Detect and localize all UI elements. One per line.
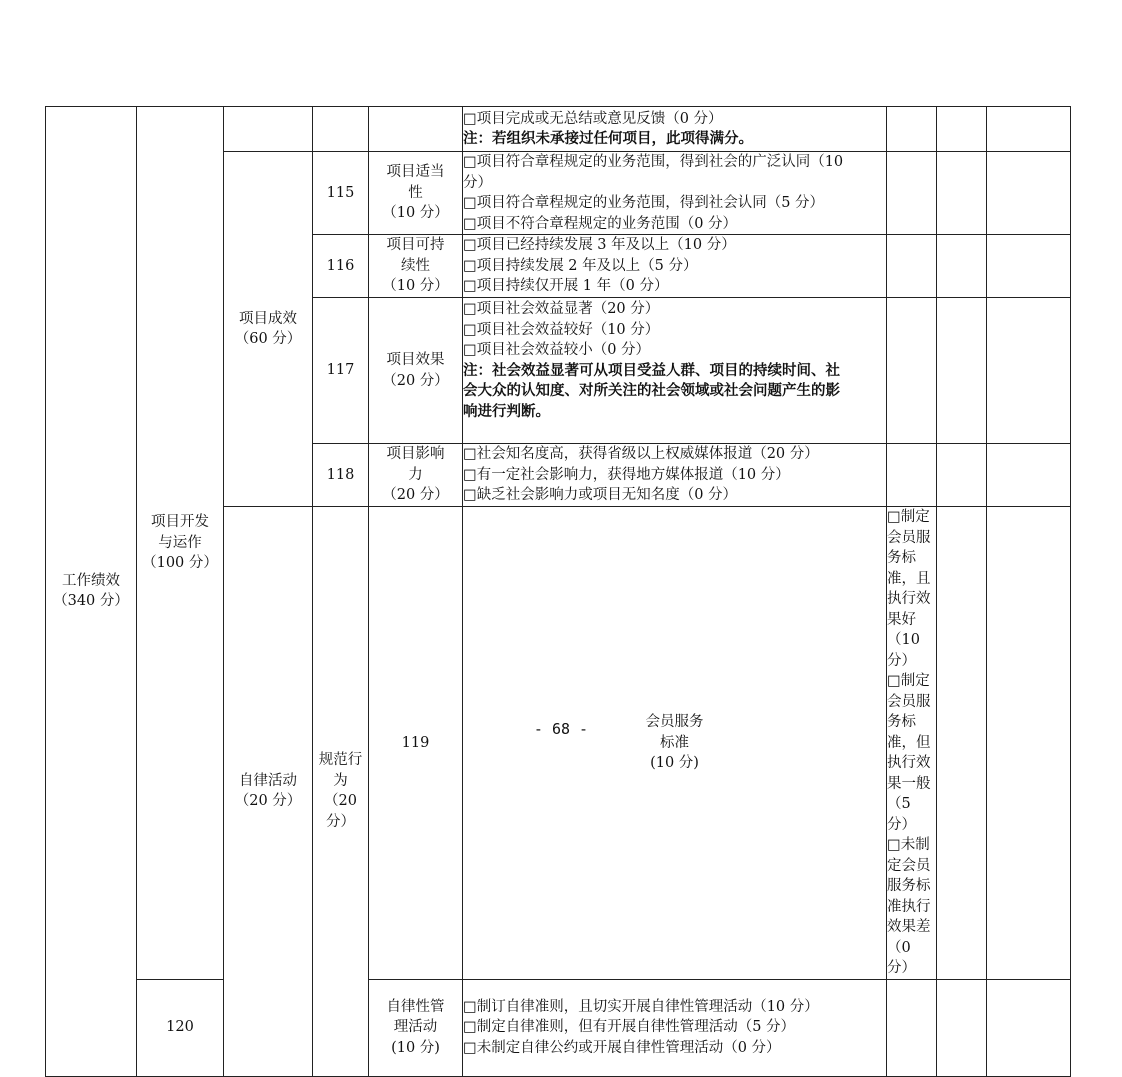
- criteria-cell: [463, 107, 887, 152]
- level3-cell-effect: [224, 152, 313, 507]
- criteria-cell: [463, 298, 887, 444]
- level3-cell-conduct: [313, 507, 369, 1077]
- note-line: 会大众的认知度、对所关注的社会领域或社会问题产生的影: [463, 382, 840, 399]
- item-name-cell: [463, 507, 887, 980]
- item-name-line: 理活动: [393, 1019, 438, 1036]
- level3-score: （60 分）: [234, 331, 302, 347]
- item-name-line: （20 分）: [382, 372, 449, 389]
- score-cell: [987, 235, 1071, 298]
- criteria-line: □社会知名度高，获得省级以上权威媒体报道（20 分）: [463, 446, 819, 463]
- item-name-line: 标准: [660, 734, 689, 751]
- criteria-line: □项目符合章程规定的业务范围，得到社会认同（5 分）: [463, 195, 825, 211]
- table-row: [46, 107, 1071, 152]
- item-name-cell: [369, 235, 463, 298]
- level2-score: （20 分）: [234, 793, 302, 810]
- level1-cell: [46, 107, 137, 1077]
- level2-cell-self-discipline: [224, 507, 313, 1077]
- criteria-line: □制定自律准则，但有开展自律性管理活动（5 分）: [463, 1019, 796, 1036]
- criteria-cell: [463, 979, 887, 1076]
- number-cell-empty: [313, 107, 369, 152]
- level1-label: 工作绩效: [62, 572, 120, 589]
- criteria-line: □项目符合章程规定的业务范围，得到社会的广泛认同（10: [463, 154, 844, 170]
- score-cell: [887, 298, 937, 444]
- item-name-line: 项目可持: [386, 237, 445, 254]
- item-number: 118: [313, 444, 369, 507]
- item-number: 119: [369, 507, 463, 980]
- criteria-cell: [463, 235, 887, 298]
- criteria-line: □项目持续仅开展 1 年（0 分）: [463, 278, 669, 295]
- level3-cell-empty: [224, 107, 313, 152]
- item-name-line: (10 分): [391, 1039, 440, 1056]
- criteria-line: □项目完成或无总结或意见反馈（0 分）: [463, 110, 723, 127]
- level3-label: 规范行为: [318, 752, 363, 789]
- level2-score: （100 分）: [142, 555, 218, 571]
- item-number: 117: [313, 298, 369, 444]
- score-cell: [937, 298, 987, 444]
- level2-cell-project: [137, 107, 224, 980]
- item-cell-empty: [369, 107, 463, 152]
- score-cell: [937, 152, 987, 235]
- item-name-cell: [369, 298, 463, 444]
- item-name-line: 自律性管: [386, 998, 445, 1015]
- criteria-line: □项目社会效益较好（10 分）: [463, 321, 660, 338]
- item-number: 116: [313, 235, 369, 298]
- criteria-cell: [463, 152, 887, 235]
- level3-score: （20 分）: [324, 793, 357, 830]
- item-name-line: 会员服务: [645, 714, 704, 730]
- criteria-cell: [887, 507, 937, 980]
- item-number: 115: [313, 152, 369, 235]
- criteria-line: □项目已经持续发展 3 年及以上（10 分）: [463, 237, 736, 254]
- score-cell: [987, 979, 1071, 1076]
- criteria-line: □制订自律准则，且切实开展自律性管理活动（10 分）: [463, 998, 819, 1015]
- criteria-line: □项目社会效益较小（0 分）: [463, 342, 651, 358]
- table-row: [46, 979, 1071, 1076]
- score-cell: [937, 235, 987, 298]
- item-name-line: （10 分）: [382, 278, 449, 295]
- criteria-line: □制定会员服务标准，且执行效果好（10 分）: [887, 509, 931, 669]
- score-cell: [887, 235, 937, 298]
- criteria-line: □制定会员服务标准，但执行效果一般（5 分）: [887, 673, 931, 833]
- score-cell: [937, 444, 987, 507]
- score-cell: [937, 107, 987, 152]
- level3-label: 项目成效: [239, 310, 297, 327]
- level2-label: 项目开发: [151, 514, 209, 530]
- score-cell: [937, 979, 987, 1076]
- item-name-cell: [369, 444, 463, 507]
- evaluation-table: [45, 106, 1071, 1077]
- item-name-line: 项目影响: [386, 446, 445, 463]
- level1-score: （340 分）: [53, 593, 129, 610]
- score-cell: [987, 152, 1071, 235]
- note-line: 注：社会效益显著可从项目受益人群、项目的持续时间、社: [463, 361, 840, 379]
- criteria-line: □未制定自律公约或开展自律性管理活动（0 分）: [463, 1039, 781, 1056]
- score-cell: [987, 107, 1071, 152]
- item-name-line: 续性: [401, 257, 430, 274]
- item-name-line: （10 分）: [382, 205, 449, 222]
- score-cell: [987, 507, 1071, 980]
- item-name-line: （20 分）: [382, 487, 449, 504]
- criteria-line: □缺乏社会影响力或项目无知名度（0 分）: [463, 487, 738, 504]
- score-cell: [887, 107, 937, 152]
- item-name-line: (10 分): [650, 755, 699, 771]
- item-name-line: 项目效果: [386, 352, 445, 368]
- criteria-line: □未制定会员服务标准执行效果差（0 分）: [887, 837, 931, 976]
- page-number: - 68 -: [533, 720, 589, 738]
- item-name-line: 力: [408, 466, 423, 483]
- score-cell: [987, 298, 1071, 444]
- note-line: 注：若组织未承接过任何项目，此项得满分。: [463, 130, 753, 147]
- criteria-line: □有一定社会影响力，获得地方媒体报道（10 分）: [463, 466, 790, 483]
- criteria-line: □项目社会效益显著（20 分）: [463, 301, 660, 317]
- score-cell: [887, 444, 937, 507]
- criteria-line: □项目持续发展 2 年及以上（5 分）: [463, 257, 698, 274]
- criteria-line: 分）: [463, 174, 492, 191]
- level2-label: 与运作: [158, 534, 202, 551]
- item-name-cell: [369, 152, 463, 235]
- item-name-line: 项目适当: [386, 164, 445, 181]
- score-cell: [887, 152, 937, 235]
- item-name-line: 性: [408, 184, 423, 201]
- criteria-line: □项目不符合章程规定的业务范围（0 分）: [463, 215, 738, 232]
- score-cell: [937, 507, 987, 980]
- item-number: 120: [137, 979, 224, 1076]
- level2-label: 自律活动: [239, 772, 297, 789]
- score-cell: [987, 444, 1071, 507]
- item-name-cell: [369, 979, 463, 1076]
- note-line: 响进行判断。: [463, 402, 550, 420]
- score-cell: [887, 979, 937, 1076]
- criteria-cell: [463, 444, 887, 507]
